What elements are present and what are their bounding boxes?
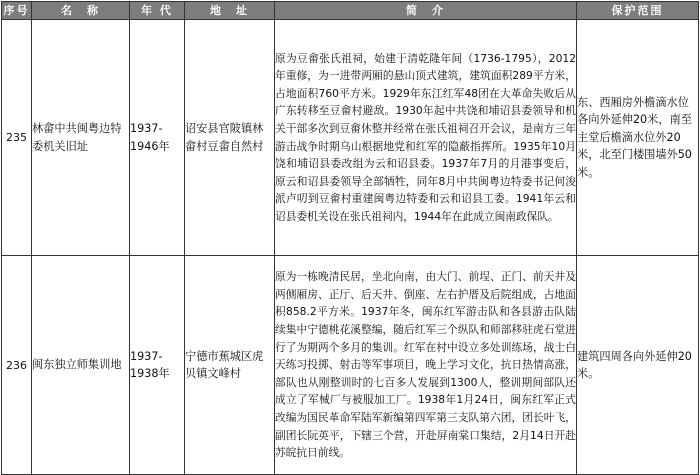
header-era: 年 代	[130, 2, 185, 20]
header-name: 名 称	[32, 2, 130, 20]
site-name: 林畲中共闽粤边特委机关旧址	[32, 20, 130, 256]
table-header-row	[2, 2, 699, 20]
site-address: 诏安县官陂镇林畲村豆畲自然村	[185, 20, 275, 256]
heritage-sites-table	[1, 1, 699, 475]
table-row	[2, 256, 699, 475]
protection-scope: 建筑四周各向外延伸20米。	[577, 256, 699, 475]
header-address: 地 址	[185, 2, 275, 20]
header-number: 序号	[2, 2, 32, 20]
table-row	[2, 20, 699, 256]
site-address: 宁德市蕉城区虎贝镇文峰村	[185, 256, 275, 475]
site-era: 1937-1938年	[130, 256, 185, 475]
protection-scope: 东、西厢房外檐滴水位各向外延伸20米，南至主堂后檐滴水位外20米，北至门楼围墙外50米。	[577, 20, 699, 256]
row-number: 235	[2, 20, 32, 256]
header-intro: 简 介	[275, 2, 577, 20]
row-number: 236	[2, 256, 32, 475]
site-intro: 原为豆畲张氏祖祠，始建于清乾隆年间（1736-1795），2012年重修，为一进带两厢的悬山顶式建筑，建筑面积289平方米，占地面积760平方米。1929年东江红军48团在大革命失败后从广东转移至豆畲村避敌。1930年起中共饶和埔诏县委领导和机关干部多次到豆畲休整并经常在张氏祖祠召开会议，是南方三年游击战争时期乌山根据地党和红军的隐蔽指挥所。1935年10月饶和埔诏县委改组为云和诏县委。1937年7月的月港事变后，原云和诏县委领导全部牺牲，同年8月中共闽粤边特委书记何浚派卢叨到豆畲村重建闽粤边特委和云和诏县工委。1941年云和诏县委机关设在张氏祖祠内，1944年在此成立闽南政保队。	[275, 20, 577, 256]
header-scope: 保护范围	[577, 2, 699, 20]
site-era: 1937-1946年	[130, 20, 185, 256]
site-intro: 原为一栋晚清民居，坐北向南，由大门、前埕、正门、前天井及两侧厢房、正厅、后天井、倒座、左右护厝及后院组成，占地面积858.2平方米。1937年冬，闽东红军游击队和各县游击队陆续集中宁德桃花溪整编，随后红军三个纵队和师部移驻虎石堂进行了为期两个多月的集训。红军在村中设立多处训练场，战士白天练习投掷、射击等军事项目，晚上学习文化，抗日热情高涨，部队也从刚整训时的七百多人发展到1300人，整训期间部队还成立了军械厂与被服加工厂。1938年1月24日，闽东红军正式改编为国民革命军陆军新编第四军第三支队第六团，团长叶飞，副团长阮英平，下辖三个营，开赴屏南棠口集结，2月14日开赴苏皖抗日前线。	[275, 256, 577, 475]
site-name: 闽东独立师集训地	[32, 256, 130, 475]
